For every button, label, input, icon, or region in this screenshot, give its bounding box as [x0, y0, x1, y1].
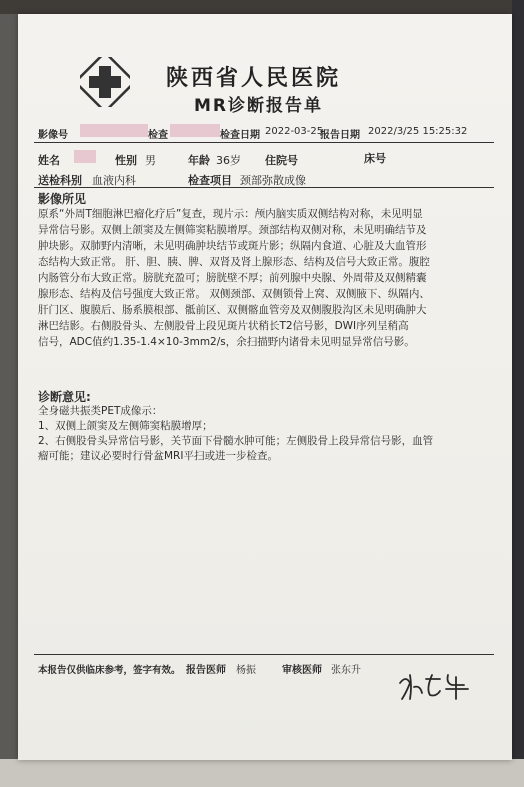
report-date-label: 报告日期 [320, 130, 360, 141]
dept-label: 送检科别 [38, 174, 82, 187]
hospital-cross-logo-icon [80, 57, 130, 107]
gender-label: 性别 [115, 154, 137, 167]
divider-patient [34, 187, 494, 188]
background-right [512, 0, 524, 787]
report-paper [18, 14, 512, 760]
disclaimer: 本报告仅供临床参考，签字有效。 [38, 665, 181, 676]
image-no-label: 影像号 [38, 130, 68, 141]
reviewer-signature [396, 669, 476, 703]
findings-line: 异常信号影。双侧上颌窦及左侧筛窦粘膜增厚。颈部结构双侧对称，未见明确结节及 [38, 224, 427, 236]
item-value: 颈部弥散成像 [240, 174, 306, 187]
dept-value: 血液内科 [92, 174, 136, 187]
findings-line: 腺形态、结构及信号强度大致正常。 双侧颈部、双侧锁骨上窝、双侧腋下、纵隔内、 [38, 288, 430, 300]
divider-top [34, 142, 494, 143]
diagnosis-heading: 诊断意见: [38, 390, 91, 404]
exam-date: 2022-03-25 [265, 126, 324, 137]
age-label: 年龄 [188, 154, 210, 167]
findings-line: 态结构大致正常。 肝、胆、胰、脾、双肾及肾上腺形态、结构及信号大致正常。腹腔 [38, 256, 430, 268]
exam-date-label: 检查日期 [220, 130, 260, 141]
reporter-name: 杨振 [236, 665, 256, 676]
exam-no-label: 检查 [148, 130, 168, 141]
findings-text [38, 206, 430, 350]
report-title: MR诊断报告单 [194, 96, 324, 116]
findings-line: 原系“外周T细胞淋巴瘤化疗后”复查，现片示：颅内脑实质双侧结构对称，未见明显 [38, 208, 423, 220]
findings-line: 肿块影。双肺野内清晰，未见明确肿块结节或斑片影；纵隔内食道、心脏及大血管形 [38, 240, 427, 252]
redacted-exam-no [170, 124, 220, 137]
item-label: 检查项目 [188, 174, 232, 187]
name-label: 姓名 [38, 154, 60, 167]
diagnosis-line: 1、双侧上颌窦及左侧筛窦粘膜增厚； [38, 420, 213, 432]
findings-line: 内肠管分布大致正常。膀胱充盈可；膀胱壁不厚；前列腺中央腺、外周带及双侧精囊 [38, 272, 427, 284]
diagnosis-line: 全身磁共振类PET成像示： [38, 405, 163, 417]
redacted-name [74, 150, 96, 163]
gender-value: 男 [145, 154, 156, 167]
report-date: 2022/3/25 15:25:32 [368, 126, 468, 137]
diagnosis-line: 瘤可能；建议必要时行骨盆MRI平扫或进一步检查。 [38, 450, 278, 462]
age-value: 36岁 [216, 154, 241, 167]
diagnosis-text [38, 404, 433, 464]
reviewer-name: 张东升 [331, 665, 361, 676]
findings-line: 信号，ADC值约1.35-1.4×10-3mm2/s，余扫描野内诸骨未见明显异常信号影。 [38, 336, 415, 348]
findings-line: 淋巴结影。右侧股骨头、左侧股骨上段见斑片状稍长T2信号影，DWI序列呈稍高 [38, 320, 409, 332]
findings-line: 肝门区、腹膜后、肠系膜根部、骶前区、双侧髂血管旁及双侧腹股沟区未见明确肿大 [38, 304, 427, 316]
background-bottom [0, 759, 524, 787]
reporter-label: 报告医师 [186, 665, 226, 676]
hospital-name: 陕西省人民医院 [166, 66, 342, 91]
diagnosis-line: 2、右侧股骨头异常信号影，关节面下骨髓水肿可能；左侧股骨上段异常信号影，血管 [38, 435, 434, 447]
hospital-no-label: 住院号 [265, 154, 298, 167]
reviewer-label: 审核医师 [282, 665, 322, 676]
redacted-image-no [80, 124, 148, 137]
findings-heading: 影像所见 [38, 192, 87, 206]
divider-footer [34, 654, 494, 655]
bed-label: 床号 [364, 152, 386, 165]
background-top [0, 0, 524, 14]
